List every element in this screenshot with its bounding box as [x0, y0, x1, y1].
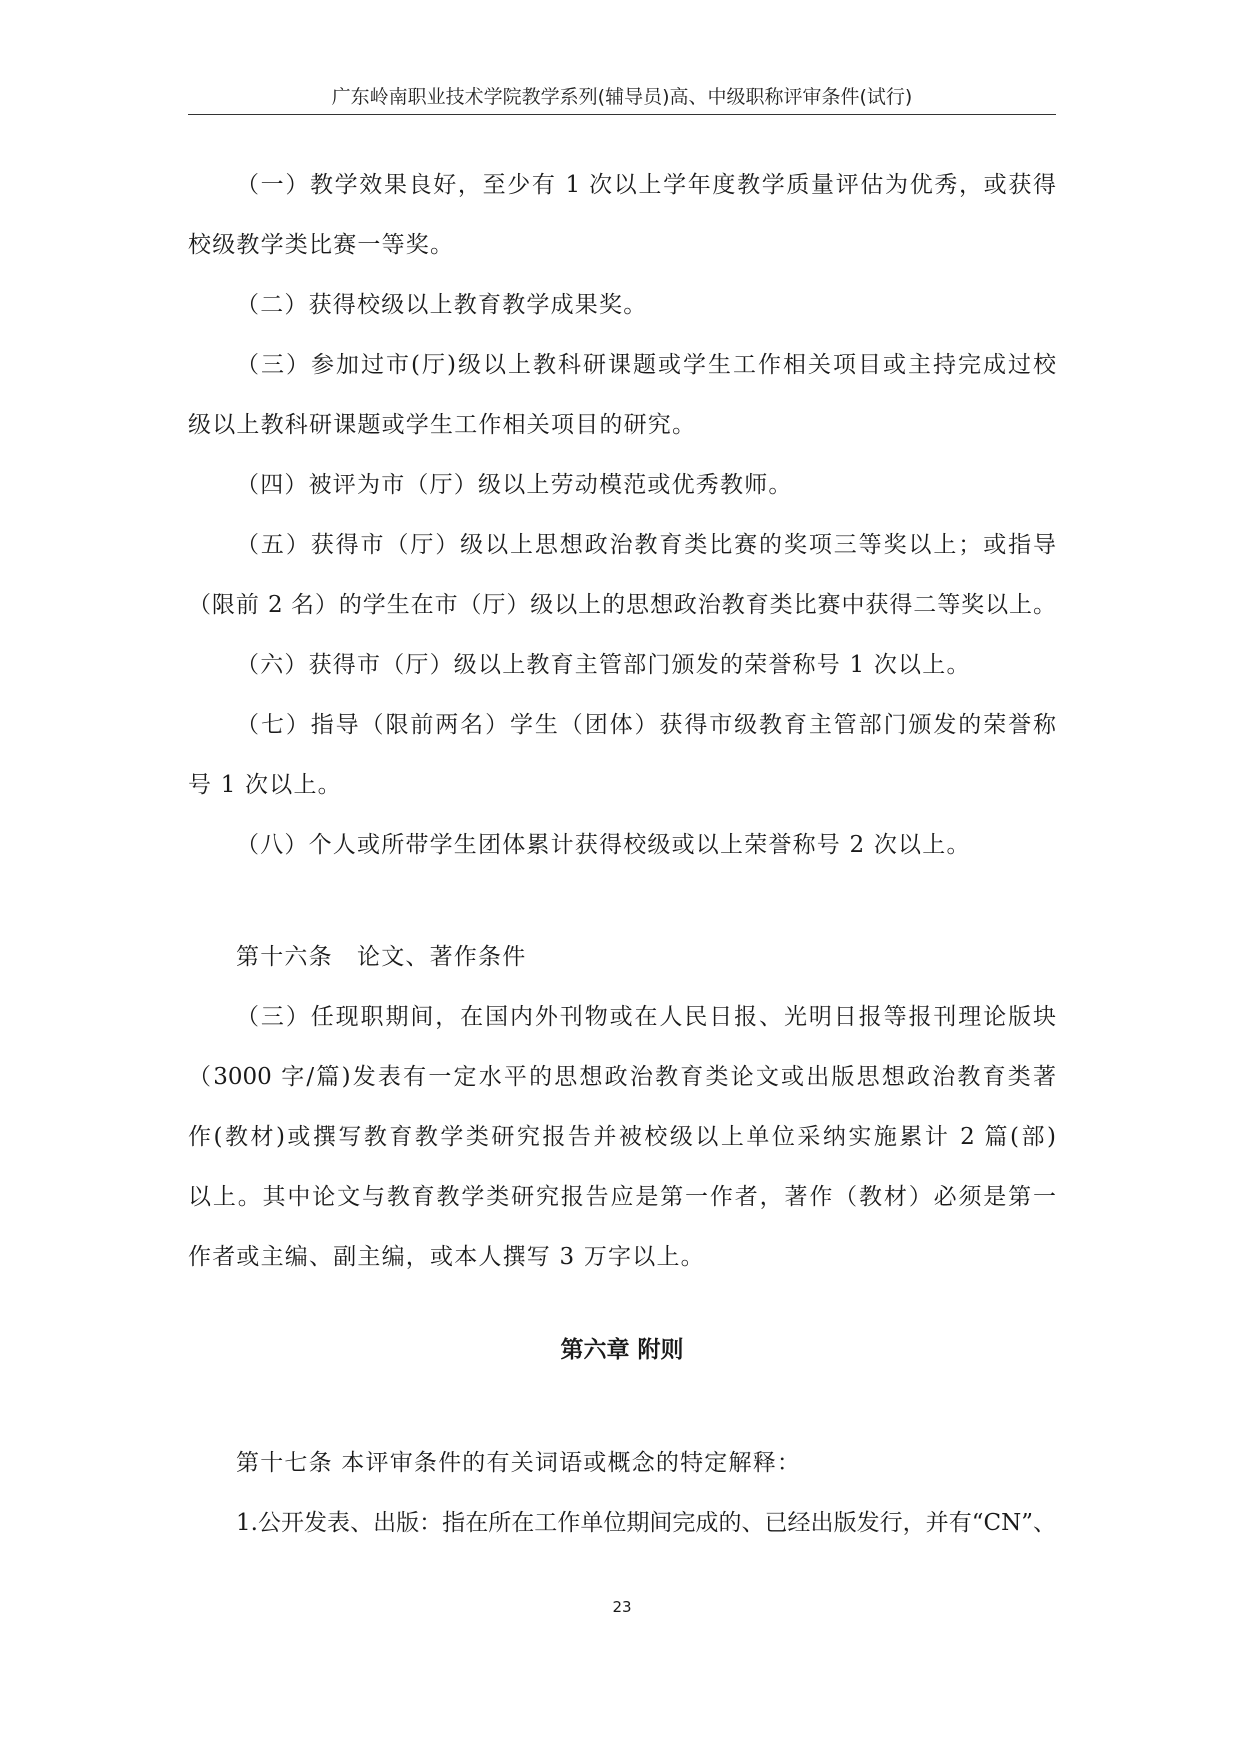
definition-1-line: 1.公开发表、出版：指在所在工作单位期间完成的、已经出版发行，并有“CN”、: [236, 1510, 1056, 1536]
article-16-line-5: 作者或主编、副主编，或本人撰写 3 万字以上。: [188, 1244, 705, 1270]
para-5-line-1: （五）获得市（厅）级以上思想政治教育类比赛的奖项三等奖以上；或指导: [236, 532, 1056, 558]
para-3-line-1: （三）参加过市(厅)级以上教科研课题或学生工作相关项目或主持完成过校: [236, 352, 1056, 378]
article-16-line-1: （三）任现职期间，在国内外刊物或在人民日报、光明日报等报刊理论版块: [236, 1004, 1056, 1030]
para-8: （八）个人或所带学生团体累计获得校级或以上荣誉称号 2 次以上。: [236, 832, 971, 858]
article-17-heading: 第十七条 本评审条件的有关词语或概念的特定解释：: [236, 1450, 802, 1476]
para-7-line-2: 号 1 次以上。: [188, 772, 342, 798]
para-1-line-2: 校级教学类比赛一等奖。: [188, 232, 455, 258]
para-6: （六）获得市（厅）级以上教育主管部门颁发的荣誉称号 1 次以上。: [236, 652, 971, 678]
para-3-line-2: 级以上教科研课题或学生工作相关项目的研究。: [188, 412, 697, 438]
chapter-title: 第六章 附则: [560, 1336, 684, 1363]
article-16-heading: 第十六条 论文、著作条件: [236, 944, 527, 970]
page-number: 23: [612, 1598, 632, 1616]
article-16-line-3: 作(教材)或撰写教育教学类研究报告并被校级以上单位采纳实施累计 2 篇(部): [188, 1124, 1056, 1150]
para-5-line-2: （限前 2 名）的学生在市（厅）级以上的思想政治教育类比赛中获得二等奖以上。: [188, 592, 1056, 618]
para-2: （二）获得校级以上教育教学成果奖。: [236, 292, 648, 318]
header-rule: [188, 114, 1056, 115]
para-7-line-1: （七）指导（限前两名）学生（团体）获得市级教育主管部门颁发的荣誉称: [236, 712, 1056, 738]
article-16-line-2: （3000 字/篇)发表有一定水平的思想政治教育类论文或出版思想政治教育类著: [188, 1064, 1056, 1090]
para-1-line-1: （一）教学效果良好，至少有 1 次以上学年度教学质量评估为优秀，或获得: [236, 172, 1056, 198]
running-header: 广东岭南职业技术学院教学系列(辅导员)高、中级职称评审条件(试行): [331, 86, 913, 108]
article-16-line-4: 以上。其中论文与教育教学类研究报告应是第一作者，著作（教材）必须是第一: [188, 1184, 1056, 1210]
para-4: （四）被评为市（厅）级以上劳动模范或优秀教师。: [236, 472, 793, 498]
